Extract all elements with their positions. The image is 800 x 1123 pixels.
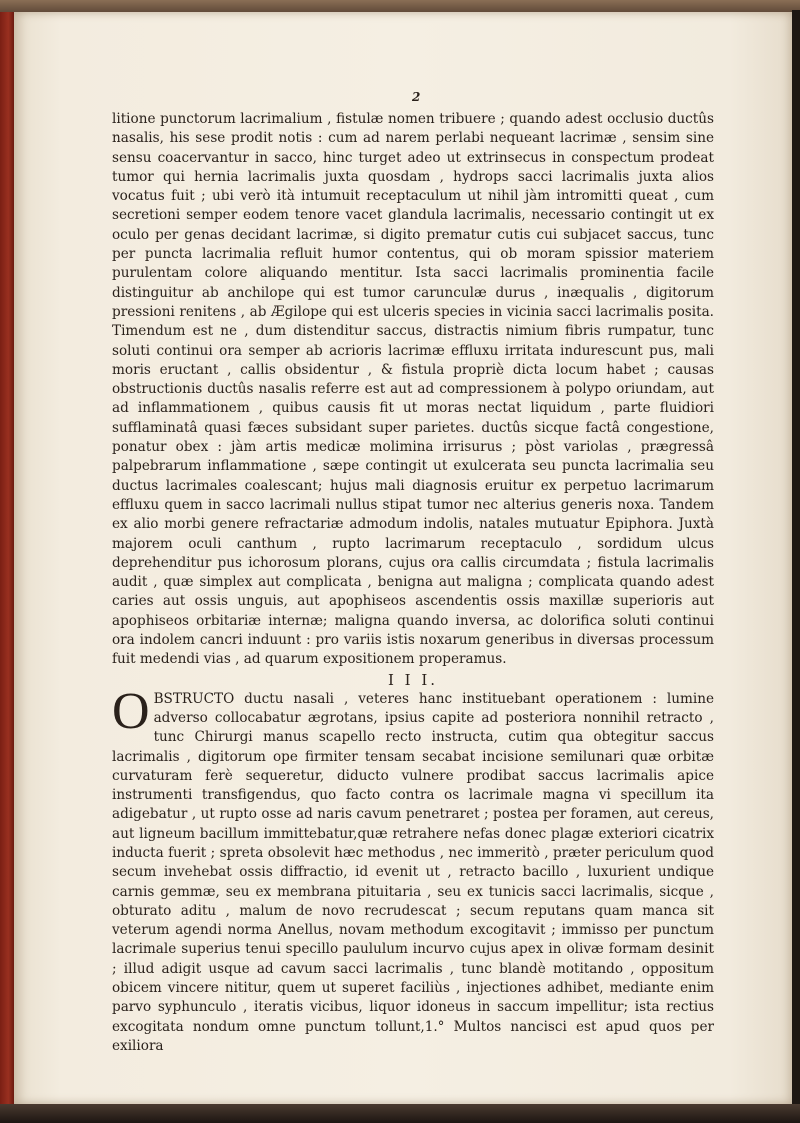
book-right-edge	[792, 10, 800, 1110]
paragraph-continuation: litione punctorum lacrimalium , fistulæ nomen tribuere ; quando adest occlusio ductûs nasalis, his sese prodit notis : cum ad narem perlabi nequeant lacrimæ , sensim sine sensu coacervantur in sacco, hinc turget adeo ut extrinsecus in conspectum prodeat tumor qui hernia lacrimalis juxta quosdam , hydrops sacci lacrimalis juxta alios vocatus fuit ; ubi verò ità intumuit receptaculum ut nihil jàm intromitti queat , cum secretioni semper eodem tenore vacet glandula lacrimalis, necessario contingit ut ex oculo per genas decidant lacrimæ, si digito prematur cutis cui subjacet saccus, tunc per puncta lacrimalia refluit humor contentus, qui ob moram spissior materiem purulentam colore aliquando mentitur. Ista sacci lacrimalis prominentia facile distinguitur ab anchilope qui est tumor carunculæ durus , inæqualis , digitorum pressioni renitens , ab Ægilope qui est ulceris species in vicinia sacci lacrimalis posita. Timendum est ne , dum distenditur saccus, distractis nimium fibris rumpatur, tunc soluti continui ora semper ab acrioris lacrimæ effluxu irritata indurescunt pus, mali moris eructant , callis obsidentur , & fistula propriè dicta locum habet ; causas obstructionis ductûs nasalis referre est aut ad compressionem à polypo oriundam, aut ad inflammationem , quibus causis fit ut moras nectat liquidum , parte fluidiori sufflaminatâ quasi fæces subsidant super parietes. ductûs sicque factâ congestione, ponatur obex : jàm artis medicæ molimina irrisurus ; pòst variolas , prægressâ palpebrarum inflammatione , sæpe contingit ut exulcerata seu puncta lacrimalia seu ductus lacrimales coalescant; hujus mali diagnosis eruitur ex perpetuo lacrimarum effluxu quem in sacco lacrimali nullus stipat tumor nec alterius generis noxa. Tandem ex alio morbi genere refractariæ admodum indolis, natales mutuatur Epiphora. Juxtà majorem oculi canthum , rupto lacrimarum receptaculo , sordidum ulcus deprehenditur pus ichorosum plorans, cujus ora callis circumdata ; fistula lacrimalis audit , quæ simplex aut complicata , benigna aut maligna ; complicata quando adest caries aut ossis unguis, aut apophiseos ascendentis ossis maxillæ superioris aut apophiseos orbitariæ internæ; maligna quando inversa, ac dolorifica soluti continui ora indolem cancri induunt : pro variis istis noxarum generibus in diversas processum fuit medendi vias , ad quarum expositionem properamus.	[112, 111, 714, 668]
drop-cap: O	[112, 682, 150, 740]
page-number: 2	[412, 90, 421, 104]
page-text	[112, 92, 714, 1056]
paragraph-section-iii	[112, 682, 714, 1057]
section-heading: I I I.	[387, 670, 439, 689]
paragraph-section-iii-text: BSTRUCTO ductu nasali , veteres hanc instituebant operationem : lumine adverso collocabatur ægrotans, ipsius capite ad posteriora nonnihil retracto , tunc Chirurgi manus scapello recto instructa, cutim qua obtegitur saccus lacrimalis , digitorum ope firmiter tensam secabat incisione semilunari quæ orbitæ curvaturam ferè sequeretur, diducto vulnere prodibat saccus lacrimalis apice instrumenti transfigendus, quo facto contra os lacrimale magna vi specillum ita adigebatur , ut rupto osse ad naris cavum penetraret ; postea per foramen, aut cereus, aut ligneum bacillum immittebatur,quæ retrahere nefas donec plagæ exteriori cicatrix inducta fuerit ; spreta obsolevit hæc methodus , nec immeritò , præter periculum quod secum invehebat ossis diffractio, id evenit ut , retracto bacillo , luxurient undique carnis gemmæ, seu ex membrana pituitaria , seu ex tunicis sacci lacrimalis, sicque , obturato aditu , malum de novo recrudescat ; secum reputans quam manca sit veterum agendi norma Anellus, novam methodum excogitavit ; immisso per punctum lacrimale superius tenui specillo paululum incurvo cujus apex in olivæ formam desinit ; illud adigit usque ad cavum sacci lacrimalis , tunc blandè motitando , oppositum obicem vincere nititur, quem ut superet faciliùs , injectiones adhibet, mediante enim parvo syphunculo , iteratis vicibus, liquor idoneus in saccum impellitur; ista rectius excogitata nondum omne punctum tollunt,1.° Multos nancisci est apud quos per exiliora	[112, 690, 714, 1054]
book-bottom-edge	[0, 1104, 800, 1123]
book-binding-edge	[0, 12, 14, 1107]
